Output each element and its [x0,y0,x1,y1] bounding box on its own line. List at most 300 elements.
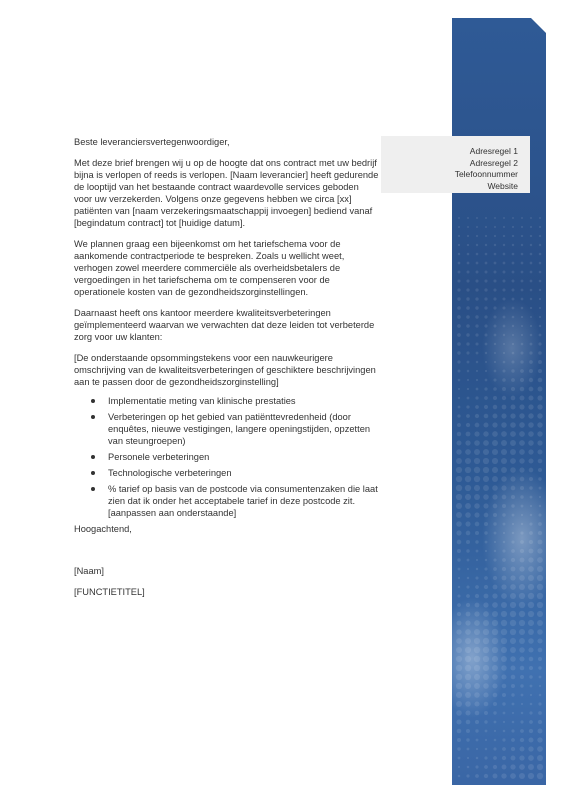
decor-dot [485,271,488,274]
decor-dot [457,279,460,282]
decor-dot [528,431,534,437]
decor-dot [512,253,515,256]
decor-dot [483,422,488,427]
decor-dot [538,468,542,472]
decor-dot [538,720,542,724]
decor-dot [492,458,498,464]
decor-dot [520,738,524,742]
decor-dot [528,620,534,626]
decor-dot [476,235,478,237]
decor-dot [519,449,525,455]
decor-dot [466,720,471,725]
decor-dot [510,773,516,779]
decor-dot [537,746,543,752]
decor-dot [456,467,462,473]
decor-dot [521,226,523,228]
decor-dot [492,440,498,446]
improvements-list [74,395,379,519]
decor-dot [530,262,533,265]
decor-dot [503,721,505,723]
decor-dot [512,721,515,724]
decor-dot [476,748,478,750]
decor-dot [474,458,480,464]
decor-dot [501,458,507,464]
decor-dot [456,719,461,724]
decor-dot [502,765,507,770]
decor-dot [512,289,515,292]
decor-dot [475,306,478,309]
decor-dot [537,602,543,608]
decor-dot [539,298,541,300]
address-block [381,136,530,193]
decor-dot [519,611,525,617]
decor-dot [510,458,516,464]
decor-dot [502,747,506,751]
decor-dot [475,315,478,318]
decor-dot [484,774,488,778]
decor-dot [467,244,469,246]
decor-dot [483,494,489,500]
decor-dot [476,388,479,391]
decor-dot [476,262,479,265]
decor-dot [475,720,479,724]
decor-dot [493,405,498,410]
decor-dot [476,271,479,274]
decor-dot [510,611,516,617]
decor-dot [467,757,469,759]
decor-dot [456,458,462,464]
decor-dot [476,217,478,219]
decor-dot [458,397,460,399]
decor-dot [512,235,514,237]
decor-dot [457,549,461,553]
decor-dot [467,379,469,381]
decor-dot [466,594,470,598]
decor-dot [466,333,469,336]
decor-dot [503,226,505,228]
decor-dot [483,476,489,482]
decor-dot [466,279,469,282]
decor-dot [457,738,461,742]
decor-dot [457,432,461,436]
decor-dot [458,766,460,768]
decor-dot [539,262,542,265]
decor-dot [501,611,507,617]
decor-dot [484,306,487,309]
decor-dot [503,244,505,246]
decor-dot [539,685,541,687]
decor-dot [475,774,479,778]
decor-dot [465,440,470,445]
decor-dot [467,577,469,579]
decor-dot [474,440,480,446]
decor-dot [456,476,462,482]
decor-dot [503,217,505,219]
decor-dot [529,711,532,714]
decor-dot [466,531,471,536]
decor-dot [484,765,488,769]
decor-dot [501,773,506,778]
decor-dot [476,379,478,381]
list-item: % tarief op basis van de postcode via consumentenzaken die laat zien dat ik onder het acceptabele tarief in deze postcode zit. [aanpassen aan onderstaande] [108,484,378,518]
decor-dot [457,594,460,597]
decor-dot [528,422,534,428]
decor-dot [538,378,543,383]
paragraph-4: [De onderstaande opsommingstekens voor een nauwkeurigere omschrijving van de kwaliteitsverbeteringen of geschiktere beschrijvingen aan te passen door de gezondheidszorginstelling] [74,353,376,387]
decor-dot [510,656,516,662]
sender-title: [FUNCTIETITEL] [74,587,145,597]
decor-dot [528,638,534,644]
decor-dot [475,540,478,543]
website: Website [487,180,518,191]
decor-dot [519,440,525,446]
decor-dot [539,307,541,309]
address-line-1: Adresregel 1 [469,146,518,156]
decor-dot [476,244,478,246]
decor-dot [467,568,469,570]
decor-dot [537,431,542,436]
decor-dot [512,280,515,283]
decor-dot [467,748,470,751]
decor-dot [539,676,542,679]
paragraph-1: Met deze brief brengen wij u op de hoogte dat ons contract met uw bedrijf bijna is verlopen of reeds is verlopen. [Naam leverancier] heeft gedurende de looptijd van het bestaande contract waardevolle services geboden voor uw verzekerden. Volgens onze gegevens hebben we circa [xx] patiënten van [naam verzekeringsmaatschappij invoegen] bediend vanaf [begindatum contract] tot [huidige datum]. [74,158,379,228]
letter-body [74,136,379,607]
decor-dot [474,512,479,517]
decor-dot [528,647,533,652]
decor-dot [476,559,478,561]
decor-dot [493,414,498,419]
decor-dot [503,271,506,274]
decor-dot [494,739,497,742]
decor-dot [494,271,497,274]
decor-dot [494,244,496,246]
decor-dot [529,738,534,743]
decor-dot [466,342,469,345]
decor-dot [466,414,470,418]
decor-dot [539,316,541,318]
decor-dot [519,764,525,770]
decor-dot [528,764,534,770]
decor-dot [521,217,523,219]
decor-dot [520,396,525,401]
decor-dot [503,280,506,283]
decor-dot [465,458,471,464]
decor-dot [519,629,525,635]
decor-dot [456,521,462,527]
decor-dot [492,422,497,427]
decor-dot [521,298,524,301]
decor-dot [466,540,470,544]
decor-dot [474,476,480,482]
decor-dot [485,748,488,751]
decor-dot [538,657,542,661]
decor-dot [511,747,515,751]
decor-dot [492,431,498,437]
decor-dot [466,549,469,552]
decor-dot [475,594,479,598]
decor-dot [520,666,525,671]
closing: Hoogachtend, [74,524,132,534]
decor-dot [475,729,478,732]
decor-dot [510,413,515,418]
decor-dot [494,253,497,256]
decor-dot [457,324,461,328]
decor-dot [485,379,488,382]
decor-dot [537,755,543,761]
decor-dot [530,271,533,274]
decor-dot [466,297,469,300]
decor-dot [484,288,487,291]
decor-dot [476,352,479,355]
decor-dot [510,647,516,653]
decor-dot [466,423,470,427]
decor-dot [512,703,515,706]
decor-dot [484,315,487,318]
decor-dot [457,351,460,354]
decor-dot [474,485,480,491]
decor-dot [521,712,524,715]
decor-dot [510,440,516,446]
decor-dot [474,431,479,436]
decor-dot [501,431,507,437]
decor-dot [475,297,478,300]
decor-dot [521,262,524,265]
decor-dot [502,405,507,410]
decor-dot [476,253,479,256]
decor-dot [502,738,505,741]
decor-dot [485,253,488,256]
decor-dot [458,775,461,778]
decor-dot [465,521,470,526]
decor-dot [475,414,479,418]
decor-dot [458,244,460,246]
decor-dot [483,440,489,446]
decor-dot [530,298,532,300]
decor-dot [528,746,533,751]
decor-dot [519,620,525,626]
decor-dot [475,396,478,399]
decor-dot [457,288,460,291]
decor-dot [537,764,543,770]
decor-dot [467,388,469,390]
decor-dot [466,315,470,319]
decor-dot [458,568,461,571]
decor-dot [501,440,507,446]
decor-dot [467,370,470,373]
decor-dot [528,629,534,635]
decor-dot [466,351,469,354]
decor-dot [521,244,523,246]
decor-dot [458,757,461,760]
decor-dot [484,594,489,599]
list-item: Implementatie meting van klinische prestaties [108,395,379,407]
decor-dot [503,262,506,265]
decor-dot [458,235,460,237]
decor-dot [512,226,514,228]
decor-dot [483,431,488,436]
decor-dot [457,441,462,446]
decor-dot [466,585,469,588]
decor-dot [529,720,533,724]
decor-dot [457,342,461,346]
decor-dot [494,226,496,228]
decor-dot [539,244,541,246]
decor-dot [484,414,489,419]
decor-dot [528,395,533,400]
decor-dot [485,262,488,265]
decor-dot [475,324,478,327]
list-item: Technologische verbeteringen [108,467,379,479]
decor-dot [520,729,524,733]
decor-dot [476,757,479,760]
decor-dot [484,279,487,282]
decor-dot [537,737,542,742]
decor-dot [538,702,541,705]
decor-dot [484,297,487,300]
decor-dot [528,413,533,418]
decor-dot [475,342,478,345]
decor-dot [537,404,542,409]
decor-dot [519,773,525,779]
decor-dot [530,217,532,219]
decor-dot [539,280,542,283]
decor-dot [456,485,462,491]
decor-dot [519,755,524,760]
list-item: Verbeteringen op het gebied van patiënttevredenheid (door enquêtes, nieuwe vestigingen, langere openingstijden, opzetten van steungroepen) [108,411,379,447]
decor-dot [484,756,487,759]
decor-dot [466,405,469,408]
decor-dot [476,361,479,364]
decor-dot [456,449,461,454]
decor-dot [537,440,542,445]
decor-dot [458,226,460,228]
decor-dot [521,253,524,256]
decor-dot [466,306,470,310]
decor-dot [538,648,543,653]
decor-dot [538,711,542,715]
decor-dot [466,288,469,291]
decor-dot [530,289,533,292]
address-line-2: Adresregel 2 [469,157,518,168]
decor-dot [494,217,496,219]
decor-dot [466,729,470,733]
decor-dot [530,244,532,246]
decor-dot [475,423,480,428]
decor-dot [512,712,514,714]
decor-dot [510,449,516,455]
decor-dot [538,459,543,464]
sidebar-corner-fold [531,18,547,34]
decor-dot [539,289,541,291]
paragraph-3: Daarnaast heeft ons kantoor meerdere kwaliteitsverbeteringen geïmplementeerd waarvan we verwachten dat deze leiden tot verbeterde zorg voor uw klanten: [74,308,375,342]
decor-dot [467,235,469,237]
decor-dot [484,576,488,580]
decor-dot [530,226,532,228]
decor-dot [528,773,534,779]
decor-dot [530,703,533,706]
decor-dot [467,361,470,364]
decor-dot [458,271,461,274]
decor-dot [484,387,487,390]
decor-dot [457,315,461,319]
decor-dot [520,684,523,687]
decor-dot [467,253,470,256]
decor-dot [493,279,496,282]
decor-dot [457,558,460,561]
decor-dot [483,485,489,491]
decor-dot [492,467,498,473]
decor-dot [493,396,497,400]
decor-dot [494,730,496,732]
decor-dot [530,685,533,688]
decor-dot [512,262,515,265]
decor-dot [510,629,516,635]
decor-dot [537,638,542,643]
decor-dot [483,449,489,455]
decor-dot [484,720,487,723]
decor-dot [512,244,514,246]
decor-dot [457,729,462,734]
decor-dot [537,413,542,418]
decor-dot [503,253,506,256]
decor-dot [494,262,497,265]
decor-dot [493,711,496,714]
decor-dot [466,324,470,328]
paragraph-2: We plannen graag een bijeenkomst om het tariefschema voor de aankomende contractperiode te bespreken. Zoals u wellicht weet, verhogen zowel meerdere commerciële als overheidsbetalers de vergoedingen in het tariefschema om te compenseren voor de operationele kosten van de gezondheidszorginstellingen. [74,239,345,297]
decor-dot [458,586,460,588]
decor-dot [474,449,480,455]
decor-dot [511,729,514,732]
decor-dot [528,458,533,463]
decor-dot [484,585,488,589]
decor-dot [492,449,498,455]
decor-dot [458,262,461,265]
decor-dot [519,413,524,418]
decorative-sidebar [452,18,546,785]
decor-dot [458,406,461,409]
decor-dot [521,703,523,705]
decor-dot [529,666,533,670]
decor-dot [539,253,542,256]
decor-dot [537,773,543,779]
decor-dot [520,720,523,723]
decor-dot [502,693,506,697]
decor-dot [501,467,507,473]
decor-dot [519,656,524,661]
decor-dot [457,333,461,337]
decor-dot [494,235,496,237]
decor-dot [467,559,470,562]
decor-dot [476,568,478,570]
decor-dot [493,297,496,300]
decor-dot [521,280,524,283]
decor-dot [519,422,525,428]
decor-dot [530,280,533,283]
decor-dot [485,244,487,246]
decor-dot [476,370,478,372]
decor-dot [466,738,469,741]
decor-dot [457,747,460,750]
decor-dot [458,379,461,382]
decor-dot [458,577,460,579]
decor-dot [539,217,541,219]
decor-dot [511,738,515,742]
decor-dot [539,235,541,237]
salutation: Beste leveranciersvertegenwoordiger, [74,137,230,147]
decor-dot [457,306,461,310]
decor-dot [501,422,507,428]
decor-dot [530,694,532,696]
